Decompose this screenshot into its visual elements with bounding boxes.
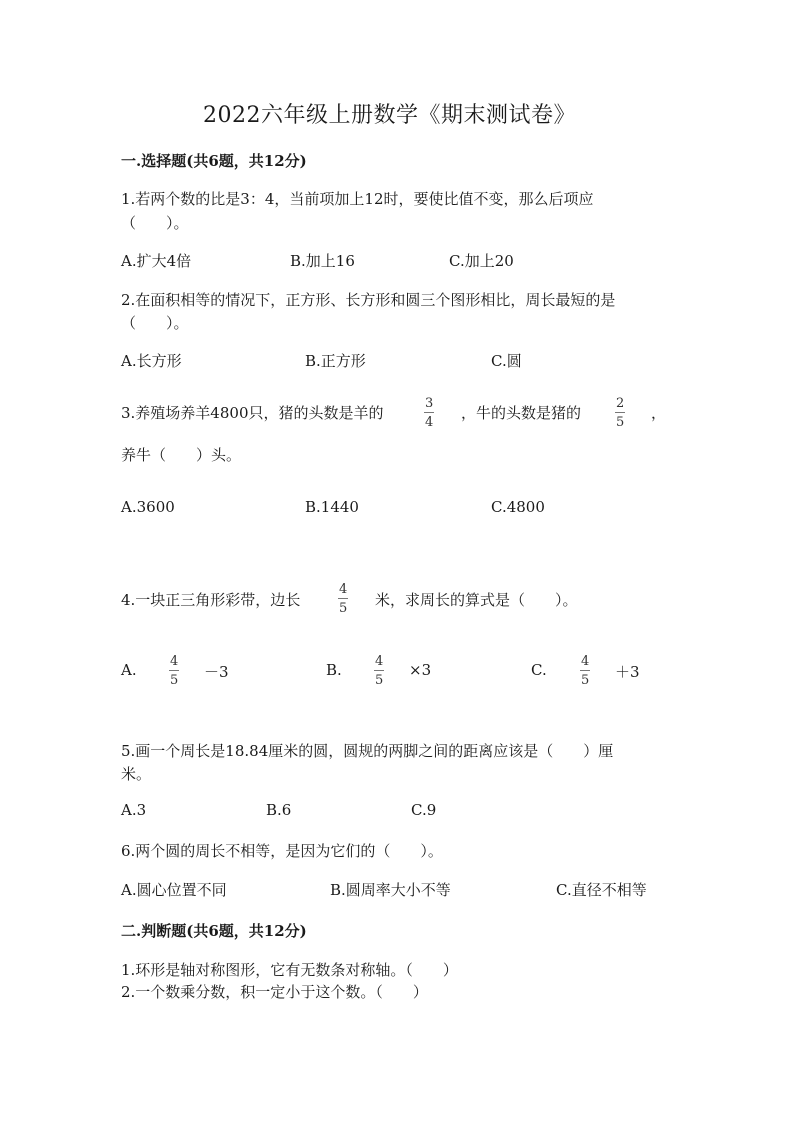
question-3-fraction-2 — [615, 397, 625, 429]
question-3-text: 3.养殖场养羊4800只，猪的头数是羊的 — [121, 404, 384, 422]
question-3-option-c: C.4800 — [491, 498, 545, 516]
fraction-numerator: 3 — [425, 396, 434, 411]
question-2-text: 2.在面积相等的情况下，正方形、长方形和圆三个图形相比，周长最短的是 — [121, 291, 616, 309]
fraction-denominator: 4 — [425, 415, 434, 430]
question-4-option-c-label: C. — [531, 661, 547, 679]
question-2-option-c: C.圆 — [491, 352, 522, 370]
question-3-text-cont: 养牛（ ）头。 — [121, 446, 242, 464]
question-5-option-c: C.9 — [411, 801, 437, 819]
question-4-option-b-fraction — [374, 655, 384, 687]
question-2-option-a: A.长方形 — [121, 352, 182, 370]
question-5-text: 5.画一个周长是18.84厘米的圆，圆规的两脚之间的距离应该是（ ）厘 — [121, 742, 614, 760]
question-4-option-c-op: ＋3 — [615, 663, 640, 681]
question-6-option-a: A.圆心位置不同 — [121, 881, 227, 899]
question-4-option-b-label: B. — [326, 661, 342, 679]
page-title: 2022六年级上册数学《期末测试卷》 — [203, 103, 576, 128]
question-4-fraction — [338, 583, 348, 615]
question-4-option-a-fraction — [169, 655, 179, 687]
question-4-option-c-fraction — [580, 655, 590, 687]
question-4-option-a-op: －3 — [204, 663, 229, 681]
fraction-denominator: 5 — [339, 601, 348, 616]
question-3-text-mid: ，牛的头数是猪的 — [461, 404, 582, 422]
question-5-option-a: A.3 — [121, 801, 147, 819]
fraction-denominator: 5 — [581, 673, 590, 688]
fraction-numerator: 4 — [581, 654, 590, 669]
question-1-option-b: B.加上16 — [290, 252, 355, 270]
question-1-option-c: C.加上20 — [449, 252, 514, 270]
judge-question-1: 1.环形是轴对称图形，它有无数条对称轴。（ ） — [121, 961, 458, 979]
fraction-numerator: 4 — [339, 582, 348, 597]
fraction-numerator: 2 — [616, 396, 625, 411]
question-4-text-end: 米，求周长的算式是（ ）。 — [375, 591, 578, 609]
question-6-text: 6.两个圆的周长不相等，是因为它们的（ ）。 — [121, 842, 443, 860]
fraction-denominator: 5 — [375, 673, 384, 688]
question-5-option-b: B.6 — [266, 801, 292, 819]
question-1-text: 1.若两个数的比是3：4，当前项加上12时，要使比值不变，那么后项应 — [121, 190, 594, 208]
fraction-denominator: 5 — [616, 415, 625, 430]
question-4-text: 4.一块正三角形彩带，边长 — [121, 591, 301, 609]
question-4-option-b-op: ×3 — [409, 661, 432, 679]
question-6-option-b: B.圆周率大小不等 — [330, 881, 451, 899]
question-2-option-b: B.正方形 — [305, 352, 366, 370]
question-6-option-c: C.直径不相等 — [556, 881, 647, 899]
question-1-text-cont: （ ）。 — [121, 214, 189, 232]
section-heading-judge: 二.判断题(共6题，共12分) — [121, 922, 307, 940]
question-2-text-cont: （ ）。 — [121, 314, 189, 332]
question-3-text-end: ， — [651, 404, 667, 422]
fraction-numerator: 4 — [170, 654, 179, 669]
question-5-text-cont: 米。 — [121, 765, 152, 783]
question-3-option-a: A.3600 — [121, 498, 175, 516]
question-3-option-b: B.1440 — [305, 498, 359, 516]
fraction-numerator: 4 — [375, 654, 384, 669]
question-4-option-a-label: A. — [121, 661, 137, 679]
question-1-option-a: A.扩大4倍 — [121, 252, 192, 270]
fraction-denominator: 5 — [170, 673, 179, 688]
section-heading-choice: 一.选择题(共6题，共12分) — [121, 152, 307, 170]
judge-question-2: 2.一个数乘分数，积一定小于这个数。（ ） — [121, 983, 428, 1001]
question-3-fraction-1 — [424, 397, 434, 429]
